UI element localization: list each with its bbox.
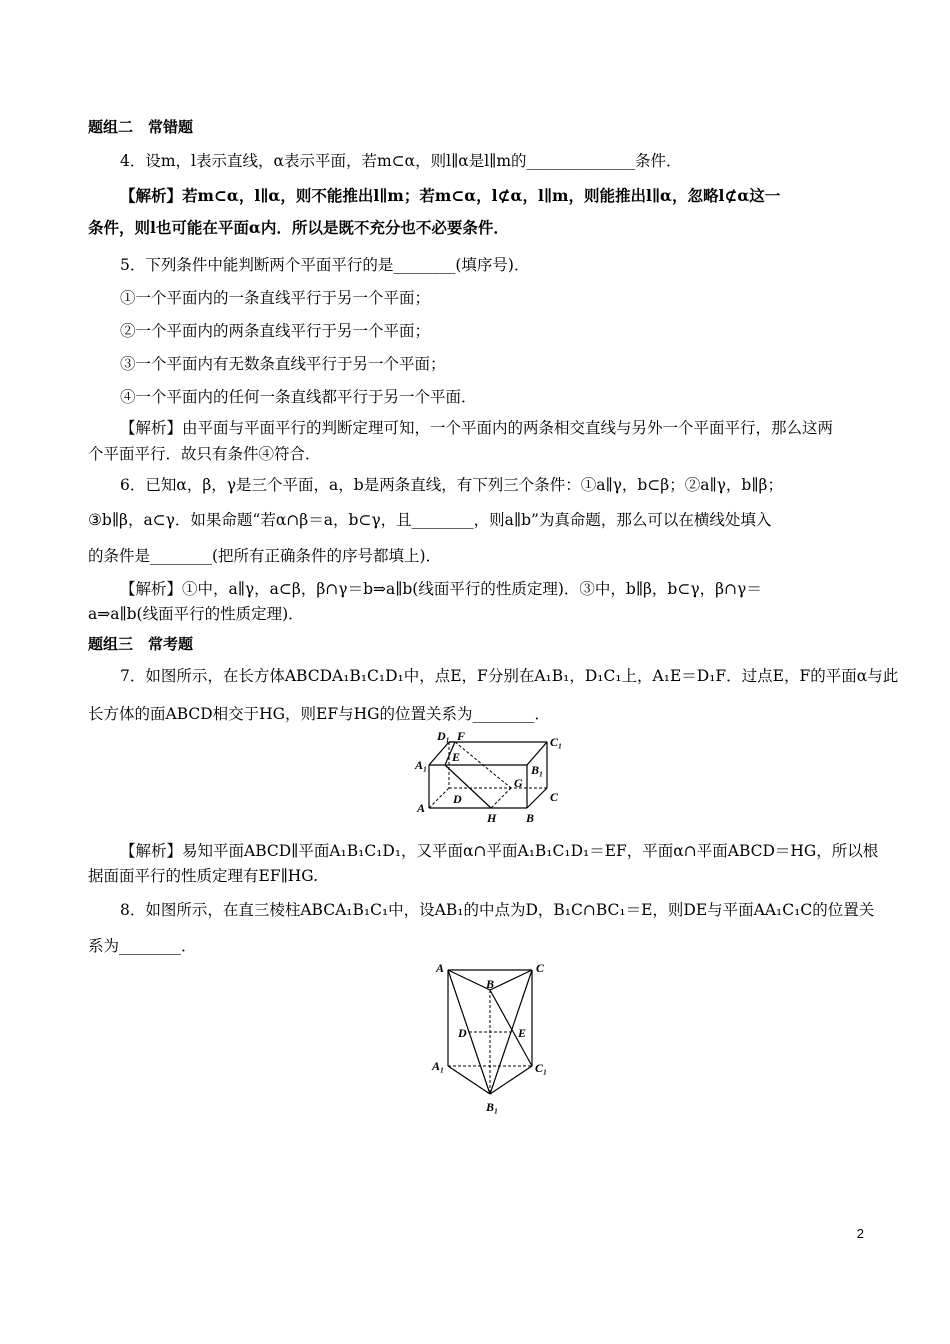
label-d1: D₁ xyxy=(437,729,450,743)
label-d: D xyxy=(458,1026,467,1040)
label-c1: C₁ xyxy=(550,735,563,749)
page-number: 2 xyxy=(856,1226,864,1241)
section-heading-3: 题组三 常考题 xyxy=(88,635,194,653)
label-a1: A₁ xyxy=(415,758,428,772)
question-5-option-1: ①一个平面内的一条直线平行于另一个平面； xyxy=(120,289,431,307)
question-6-stem-line-2: ③b∥β，a⊂γ．如果命题“若α∩β＝a，b⊂γ，且________，则a∥b”为真命题，那么可以在横线处填入 xyxy=(88,511,772,529)
label-b: B xyxy=(526,811,535,825)
question-5-solution-line-2: 个平面平行．故只有条件④符合． xyxy=(88,445,321,463)
edge-b-c xyxy=(527,788,547,808)
question-4-stem: 4．设m，l表示直线，α表示平面，若m⊂α，则l∥α是l∥m的______________条件． xyxy=(120,152,682,170)
cuboid-figure xyxy=(415,730,575,830)
question-7-solution-line-1: 【解析】易知平面ABCD∥平面A₁B₁C₁D₁，又平面α∩平面A₁B₁C₁D₁＝EF，平面α∩平面ABCD＝HG，所以根 xyxy=(120,842,879,860)
label-d: D xyxy=(453,792,462,806)
label-a1: A₁ xyxy=(432,1059,445,1073)
label-e: E xyxy=(452,750,461,764)
question-7-stem-line-1: 7．如图所示，在长方体ABCDA₁B₁C₁D₁中，点E，F分别在A₁B₁，D₁C₁上，A₁E＝D₁F．过点E，F的平面α与此 xyxy=(120,667,899,685)
question-4-solution-line-2: 条件，则l也可能在平面α内．所以是既不充分也不必要条件． xyxy=(88,218,509,237)
edge-c1-b1 xyxy=(490,1066,532,1094)
question-6-stem-line-3: 的条件是________(把所有正确条件的序号都填上)． xyxy=(88,547,442,565)
label-b1: B₁ xyxy=(486,1100,499,1114)
question-5-option-3: ③一个平面内有无数条直线平行于另一个平面； xyxy=(120,355,446,373)
label-f: F xyxy=(457,729,466,743)
question-5-solution-line-1: 【解析】由平面与平面平行的判断定理可知，一个平面内的两条相交直线与另外一个平面平行，那么这两 xyxy=(120,419,834,437)
question-6-solution-line-2: a⇒a∥b(线面平行的性质定理)． xyxy=(88,605,304,623)
label-e: E xyxy=(518,1026,527,1040)
question-5-option-4: ④一个平面内的任何一条直线都平行于另一个平面． xyxy=(120,388,477,406)
label-a: A xyxy=(417,801,426,815)
question-5-option-2: ②一个平面内的两条直线平行于另一个平面； xyxy=(120,322,431,340)
question-8-stem-line-2: 系为________． xyxy=(88,937,197,955)
question-7-stem-line-2: 长方体的面ABCD相交于HG，则EF与HG的位置关系为________． xyxy=(88,705,551,723)
prism-figure xyxy=(430,960,560,1120)
edge-a1-b1 xyxy=(448,1066,490,1094)
hidden-segment-g-h xyxy=(491,788,511,808)
label-c: C xyxy=(550,790,559,804)
label-a: A xyxy=(436,961,445,975)
question-4-solution-line-1: 【解析】若m⊂α，l∥α，则不能推出l∥m；若m⊂α，l⊄α，l∥m，则能推出l∥α，忽略l⊄α这一 xyxy=(120,186,781,205)
section-heading-2: 题组二 常错题 xyxy=(88,118,194,136)
question-6-stem-line-1: 6．已知α，β，γ是三个平面，a，b是两条直线，有下列三个条件：①a∥γ，b⊂β；②a∥γ，b∥β； xyxy=(120,476,783,494)
edge-b1-c1 xyxy=(527,742,547,765)
label-h: H xyxy=(487,811,497,825)
question-5-stem: 5．下列条件中能判断两个平面平行的是________(填序号)． xyxy=(120,256,530,274)
question-7-solution-line-2: 据面面平行的性质定理有EF∥HG. xyxy=(88,867,319,885)
segment-e-h xyxy=(445,765,491,808)
label-c: C xyxy=(536,961,545,975)
label-g: G xyxy=(514,776,523,790)
label-b: B xyxy=(486,977,495,991)
hidden-edge-a-d xyxy=(429,788,449,808)
question-6-solution-line-1: 【解析】①中，a∥γ，a⊂β，β∩γ＝b⇒a∥b(线面平行的性质定理)．③中，b∥β，b⊂γ，β∩γ＝ xyxy=(120,580,762,598)
question-8-stem-line-1: 8．如图所示，在直三棱柱ABCA₁B₁C₁中，设AB₁的中点为D，B₁C∩BC₁＝E，则DE与平面AA₁C₁C的位置关 xyxy=(120,901,875,919)
label-c1: C₁ xyxy=(535,1061,548,1075)
label-b1: B₁ xyxy=(531,763,544,777)
